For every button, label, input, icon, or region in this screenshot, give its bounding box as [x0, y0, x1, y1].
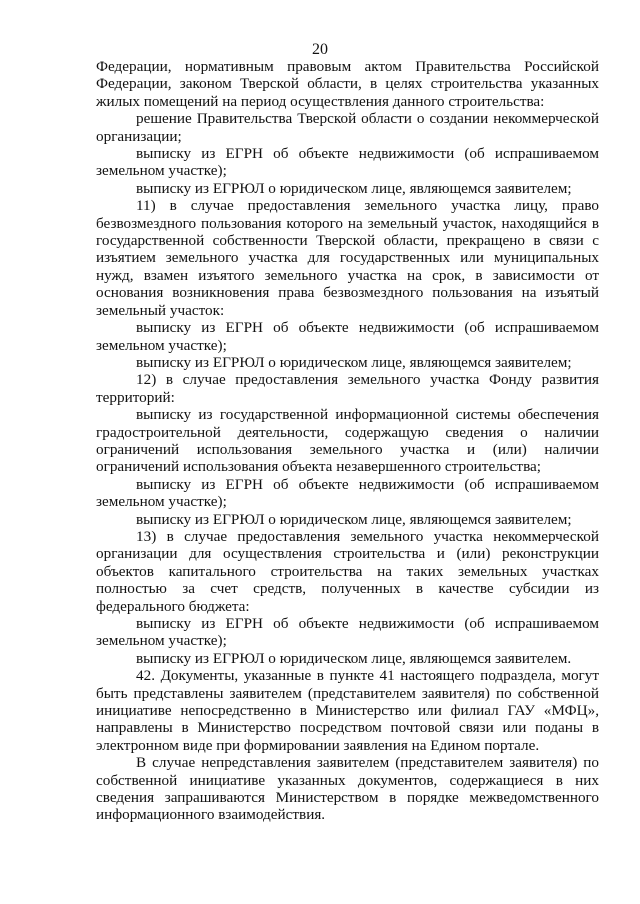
- paragraph: 12) в случае предоставления земельного участка Фонду развития территорий:: [96, 371, 599, 406]
- paragraph: выписку из ЕГРН об объекте недвижимости (об испрашиваемом земельном участке);: [96, 475, 599, 511]
- paragraph: 11) в случае предоставления земельного участка лицу, право безвозмездного пользования которого на земельный участок, находящийся в государственной собственности Тверской области, прекращено в связи с изъятием земельного участка для государственных или муниципальных нужд, взамен изъятого земельного участка на срок, в зависимости от основания возникновения права безвозмездного пользования на изъятый земельный участок:: [96, 197, 599, 319]
- paragraph: Федерации, нормативным правовым актом Правительства Российской Федерации, законом Тверской области, в целях строительства указанных жилых помещений на период осуществления данного строительства:: [96, 58, 599, 110]
- paragraph: выписку из ЕГРН об объекте недвижимости (об испрашиваемом земельном участке);: [96, 145, 599, 180]
- paragraph: выписку из государственной информационной системы обеспечения градостроительной деятельности, содержащую сведения о наличии ограничений использования земельного участка и (или) наличии ограничений использования объекта незавершенного строительства;: [96, 406, 599, 476]
- paragraph: выписку из ЕГРЮЛ о юридическом лице, являющемся заявителем;: [136, 179, 572, 197]
- paragraph: решение Правительства Тверской области о создании некоммерческой организации;: [96, 110, 599, 145]
- paragraph: В случае непредставления заявителем (представителем заявителя) по собственной инициативе указанных документов, содержащиеся в них сведения запрашиваются Министерством в порядке межведомственного информационного взаимодействия.: [96, 754, 599, 824]
- paragraph: выписку из ЕГРЮЛ о юридическом лице, являющемся заявителем;: [136, 353, 572, 371]
- paragraph: выписку из ЕГРН об объекте недвижимости (об испрашиваемом земельном участке);: [96, 615, 599, 650]
- page-number: 20: [312, 41, 328, 58]
- document-body: [96, 58, 599, 824]
- paragraph: 13) в случае предоставления земельного участка некоммерческой организации для осуществления строительства и (или) реконструкции объектов капитального строительства на таких земельных участках полностью за счет средств, полученных в качестве субсидии из федерального бюджета:: [96, 527, 599, 615]
- paragraph: 42. Документы, указанные в пункте 41 настоящего подраздела, могут быть представлены заявителем (представителем заявителя) по собственной инициативе непосредственно в Министерство или филиал ГАУ «МФЦ», направлены в Министерство посредством почтовой связи или поданы в электронном виде при формировании заявления на Едином портале.: [96, 667, 599, 754]
- paragraph: выписку из ЕГРЮЛ о юридическом лице, являющемся заявителем;: [136, 510, 572, 528]
- paragraph: выписку из ЕГРН об объекте недвижимости (об испрашиваемом земельном участке);: [96, 319, 599, 354]
- paragraph: выписку из ЕГРЮЛ о юридическом лице, являющемся заявителем.: [136, 649, 572, 667]
